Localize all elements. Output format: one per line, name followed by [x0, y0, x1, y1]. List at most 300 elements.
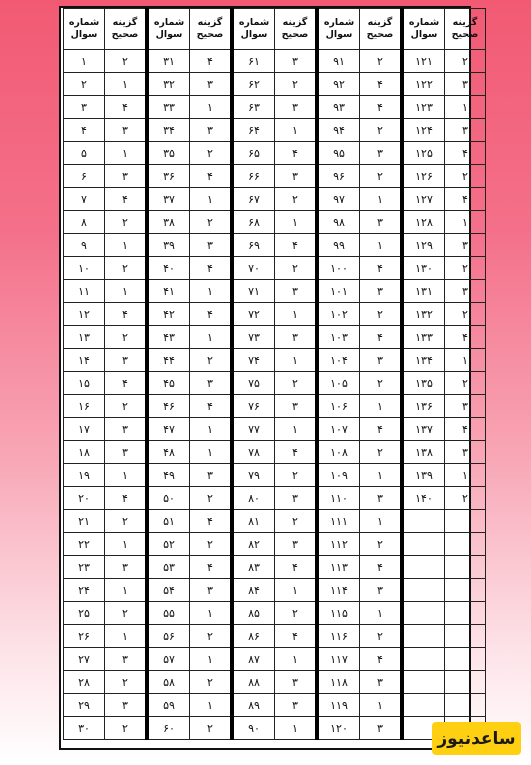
correct-option-cell: ۲ — [190, 533, 233, 556]
question-number-cell — [402, 671, 445, 694]
question-number-cell: ۱۳۳ — [402, 326, 445, 349]
question-number-cell: ۴۲ — [147, 303, 190, 326]
correct-option-cell: ۳ — [275, 96, 318, 119]
question-number-cell: ۹۹ — [317, 234, 360, 257]
correct-option-cell: ۳ — [105, 648, 148, 671]
correct-option-cell: ۴ — [190, 556, 233, 579]
question-number-cell: ۴۸ — [147, 441, 190, 464]
correct-option-cell: ۱ — [105, 464, 148, 487]
correct-option-cell: ۱ — [360, 395, 403, 418]
correct-option-cell: ۲ — [105, 717, 148, 740]
question-number-cell: ۸ — [64, 211, 105, 234]
table-row — [64, 602, 486, 625]
question-number-cell: ۶۲ — [232, 73, 275, 96]
correct-option-cell — [445, 510, 486, 533]
correct-option-cell: ۳ — [190, 372, 233, 395]
question-number-cell: ۲۰ — [64, 487, 105, 510]
correct-option-cell: ۳ — [360, 142, 403, 165]
correct-option-cell: ۱ — [445, 211, 486, 234]
question-number-cell — [402, 579, 445, 602]
table-row — [64, 464, 486, 487]
question-number-cell: ۱۳۴ — [402, 349, 445, 372]
correct-option-cell: ۲ — [445, 487, 486, 510]
correct-option-cell: ۱ — [445, 464, 486, 487]
question-number-cell: ۲۷ — [64, 648, 105, 671]
table-row — [64, 119, 486, 142]
correct-option-cell: ۳ — [190, 579, 233, 602]
question-number-cell: ۴۴ — [147, 349, 190, 372]
question-number-cell: ۶۳ — [232, 96, 275, 119]
header-question-number: شماره سوال — [232, 9, 275, 50]
correct-option-cell: ۳ — [360, 349, 403, 372]
question-number-cell: ۸۶ — [232, 625, 275, 648]
question-number-cell: ۲۹ — [64, 694, 105, 717]
correct-option-cell: ۳ — [360, 717, 403, 740]
correct-option-cell: ۴ — [190, 395, 233, 418]
correct-option-cell: ۱ — [105, 234, 148, 257]
correct-option-cell: ۳ — [445, 441, 486, 464]
correct-option-cell: ۲ — [360, 119, 403, 142]
question-number-cell: ۱۲۶ — [402, 165, 445, 188]
question-number-cell — [402, 556, 445, 579]
correct-option-cell: ۲ — [275, 73, 318, 96]
correct-option-cell: ۳ — [275, 671, 318, 694]
table-row — [64, 73, 486, 96]
correct-option-cell: ۱ — [190, 648, 233, 671]
question-number-cell: ۴۹ — [147, 464, 190, 487]
question-number-cell: ۲۴ — [64, 579, 105, 602]
question-number-cell: ۱۰۲ — [317, 303, 360, 326]
question-number-cell: ۲۶ — [64, 625, 105, 648]
question-number-cell: ۲۳ — [64, 556, 105, 579]
question-number-cell: ۸۳ — [232, 556, 275, 579]
correct-option-cell: ۲ — [105, 211, 148, 234]
question-number-cell: ۱۲۸ — [402, 211, 445, 234]
question-number-cell: ۱۲۲ — [402, 73, 445, 96]
question-number-cell: ۱۳۷ — [402, 418, 445, 441]
question-number-cell: ۴۶ — [147, 395, 190, 418]
question-number-cell: ۱۲۱ — [402, 50, 445, 73]
correct-option-cell: ۳ — [105, 556, 148, 579]
table-row — [64, 349, 486, 372]
question-number-cell: ۴۵ — [147, 372, 190, 395]
table-row — [64, 372, 486, 395]
correct-option-cell: ۲ — [105, 257, 148, 280]
question-number-cell: ۱۲۹ — [402, 234, 445, 257]
correct-option-cell: ۴ — [360, 418, 403, 441]
question-number-cell: ۹۷ — [317, 188, 360, 211]
table-row — [64, 211, 486, 234]
question-number-cell: ۱۲۵ — [402, 142, 445, 165]
correct-option-cell: ۱ — [190, 418, 233, 441]
question-number-cell: ۱۲ — [64, 303, 105, 326]
correct-option-cell: ۲ — [105, 671, 148, 694]
question-number-cell: ۵ — [64, 142, 105, 165]
question-number-cell: ۵۲ — [147, 533, 190, 556]
correct-option-cell: ۳ — [190, 234, 233, 257]
correct-option-cell: ۴ — [275, 142, 318, 165]
header-question-number: شماره سوال — [317, 9, 360, 50]
header-correct-option: گزینه صحیح — [445, 9, 486, 50]
correct-option-cell: ۱ — [360, 464, 403, 487]
question-number-cell — [402, 533, 445, 556]
correct-option-cell: ۴ — [190, 303, 233, 326]
header-correct-option: گزینه صحیح — [360, 9, 403, 50]
question-number-cell: ۷۸ — [232, 441, 275, 464]
correct-option-cell: ۲ — [190, 349, 233, 372]
correct-option-cell: ۳ — [105, 694, 148, 717]
correct-option-cell: ۳ — [190, 119, 233, 142]
header-row — [64, 9, 486, 50]
table-row — [64, 671, 486, 694]
correct-option-cell: ۱ — [445, 96, 486, 119]
header-question-number: شماره سوال — [147, 9, 190, 50]
question-number-cell: ۶۵ — [232, 142, 275, 165]
correct-option-cell: ۱ — [105, 142, 148, 165]
correct-option-cell: ۱ — [275, 303, 318, 326]
question-number-cell: ۸۹ — [232, 694, 275, 717]
correct-option-cell: ۳ — [275, 533, 318, 556]
correct-option-cell: ۲ — [105, 50, 148, 73]
correct-option-cell: ۱ — [105, 625, 148, 648]
header-correct-option: گزینه صحیح — [190, 9, 233, 50]
question-number-cell: ۱۰۸ — [317, 441, 360, 464]
correct-option-cell: ۱ — [190, 694, 233, 717]
table-row — [64, 510, 486, 533]
correct-option-cell: ۴ — [275, 441, 318, 464]
question-number-cell: ۱۳ — [64, 326, 105, 349]
question-number-cell: ۱۱۲ — [317, 533, 360, 556]
correct-option-cell: ۳ — [360, 280, 403, 303]
question-number-cell: ۹۶ — [317, 165, 360, 188]
question-number-cell: ۳ — [64, 96, 105, 119]
question-number-cell: ۱۲۳ — [402, 96, 445, 119]
correct-option-cell: ۲ — [445, 257, 486, 280]
table-row — [64, 326, 486, 349]
correct-option-cell: ۲ — [190, 717, 233, 740]
question-number-cell: ۷۳ — [232, 326, 275, 349]
question-number-cell: ۶ — [64, 165, 105, 188]
correct-option-cell: ۱ — [360, 188, 403, 211]
correct-option-cell: ۳ — [445, 234, 486, 257]
question-number-cell — [402, 510, 445, 533]
question-number-cell: ۳۳ — [147, 96, 190, 119]
correct-option-cell: ۱ — [275, 418, 318, 441]
correct-option-cell: ۲ — [190, 211, 233, 234]
correct-option-cell: ۳ — [105, 418, 148, 441]
table-row — [64, 487, 486, 510]
table-row — [64, 418, 486, 441]
correct-option-cell: ۴ — [190, 510, 233, 533]
question-number-cell: ۴۷ — [147, 418, 190, 441]
correct-option-cell: ۴ — [445, 142, 486, 165]
question-number-cell: ۱۹ — [64, 464, 105, 487]
correct-option-cell: ۴ — [105, 372, 148, 395]
question-number-cell: ۸۲ — [232, 533, 275, 556]
correct-option-cell — [445, 671, 486, 694]
question-number-cell: ۱۳۸ — [402, 441, 445, 464]
question-number-cell: ۱۱۶ — [317, 625, 360, 648]
question-number-cell: ۱۱۹ — [317, 694, 360, 717]
question-number-cell: ۵۳ — [147, 556, 190, 579]
table-row — [64, 50, 486, 73]
question-number-cell: ۱۰۵ — [317, 372, 360, 395]
correct-option-cell: ۳ — [275, 165, 318, 188]
question-number-cell: ۱۱۸ — [317, 671, 360, 694]
correct-option-cell: ۴ — [360, 257, 403, 280]
correct-option-cell: ۲ — [275, 257, 318, 280]
question-number-cell: ۲۱ — [64, 510, 105, 533]
correct-option-cell: ۳ — [190, 73, 233, 96]
question-number-cell: ۶۷ — [232, 188, 275, 211]
correct-option-cell: ۱ — [190, 96, 233, 119]
question-number-cell: ۷۱ — [232, 280, 275, 303]
question-number-cell: ۲۸ — [64, 671, 105, 694]
correct-option-cell: ۴ — [445, 188, 486, 211]
correct-option-cell: ۳ — [445, 280, 486, 303]
correct-option-cell: ۳ — [445, 119, 486, 142]
correct-option-cell: ۱ — [360, 510, 403, 533]
question-number-cell: ۶۴ — [232, 119, 275, 142]
correct-option-cell: ۳ — [360, 487, 403, 510]
correct-option-cell: ۳ — [105, 119, 148, 142]
correct-option-cell: ۱ — [360, 602, 403, 625]
table-row — [64, 694, 486, 717]
question-number-cell: ۱۱۴ — [317, 579, 360, 602]
correct-option-cell: ۲ — [360, 625, 403, 648]
question-number-cell: ۶۹ — [232, 234, 275, 257]
question-number-cell: ۵۶ — [147, 625, 190, 648]
table-row — [64, 188, 486, 211]
correct-option-cell: ۳ — [105, 349, 148, 372]
correct-option-cell: ۱ — [275, 579, 318, 602]
question-number-cell: ۱۰ — [64, 257, 105, 280]
question-number-cell: ۹۱ — [317, 50, 360, 73]
question-number-cell: ۶۱ — [232, 50, 275, 73]
correct-option-cell: ۱ — [105, 73, 148, 96]
correct-option-cell: ۲ — [275, 372, 318, 395]
header-question-number: شماره سوال — [402, 9, 445, 50]
question-number-cell: ۳۲ — [147, 73, 190, 96]
answer-key-table — [63, 8, 486, 740]
table-row — [64, 625, 486, 648]
question-number-cell: ۱۳۹ — [402, 464, 445, 487]
correct-option-cell: ۳ — [360, 211, 403, 234]
question-number-cell — [402, 648, 445, 671]
correct-option-cell: ۱ — [105, 280, 148, 303]
question-number-cell: ۱۳۵ — [402, 372, 445, 395]
question-number-cell: ۷۰ — [232, 257, 275, 280]
question-number-cell: ۹۵ — [317, 142, 360, 165]
question-number-cell: ۸۷ — [232, 648, 275, 671]
table-row — [64, 96, 486, 119]
correct-option-cell: ۱ — [445, 349, 486, 372]
correct-option-cell: ۳ — [360, 671, 403, 694]
question-number-cell: ۸۵ — [232, 602, 275, 625]
correct-option-cell — [445, 625, 486, 648]
question-number-cell: ۱۷ — [64, 418, 105, 441]
correct-option-cell: ۲ — [445, 50, 486, 73]
question-number-cell: ۴ — [64, 119, 105, 142]
correct-option-cell: ۲ — [105, 395, 148, 418]
table-row — [64, 717, 486, 740]
correct-option-cell: ۲ — [360, 533, 403, 556]
correct-option-cell: ۱ — [360, 234, 403, 257]
question-number-cell: ۱۳۲ — [402, 303, 445, 326]
question-number-cell: ۴۰ — [147, 257, 190, 280]
correct-option-cell: ۴ — [360, 73, 403, 96]
question-number-cell: ۳۵ — [147, 142, 190, 165]
table-row — [64, 165, 486, 188]
table-row — [64, 556, 486, 579]
question-number-cell: ۱۰۷ — [317, 418, 360, 441]
question-number-cell: ۱۸ — [64, 441, 105, 464]
question-number-cell: ۹۲ — [317, 73, 360, 96]
correct-option-cell: ۱ — [190, 188, 233, 211]
table-row — [64, 280, 486, 303]
question-number-cell: ۸۱ — [232, 510, 275, 533]
correct-option-cell: ۴ — [445, 326, 486, 349]
question-number-cell: ۱۰۱ — [317, 280, 360, 303]
correct-option-cell: ۳ — [190, 464, 233, 487]
question-number-cell: ۱۰۶ — [317, 395, 360, 418]
question-number-cell: ۱۶ — [64, 395, 105, 418]
question-number-cell: ۷۶ — [232, 395, 275, 418]
correct-option-cell: ۱ — [275, 119, 318, 142]
correct-option-cell — [445, 579, 486, 602]
correct-option-cell: ۴ — [190, 257, 233, 280]
correct-option-cell — [445, 694, 486, 717]
question-number-cell: ۷۲ — [232, 303, 275, 326]
correct-option-cell: ۴ — [190, 165, 233, 188]
correct-option-cell: ۱ — [190, 602, 233, 625]
question-number-cell: ۴۳ — [147, 326, 190, 349]
correct-option-cell: ۲ — [445, 165, 486, 188]
correct-option-cell: ۲ — [445, 303, 486, 326]
correct-option-cell: ۲ — [360, 50, 403, 73]
correct-option-cell: ۱ — [105, 533, 148, 556]
correct-option-cell: ۱ — [105, 579, 148, 602]
table-row — [64, 257, 486, 280]
table-row — [64, 441, 486, 464]
correct-option-cell: ۱ — [275, 349, 318, 372]
question-number-cell: ۸۴ — [232, 579, 275, 602]
question-number-cell: ۵۵ — [147, 602, 190, 625]
question-number-cell: ۶۶ — [232, 165, 275, 188]
question-number-cell: ۳۰ — [64, 717, 105, 740]
question-number-cell: ۷۹ — [232, 464, 275, 487]
correct-option-cell: ۱ — [190, 326, 233, 349]
question-number-cell: ۵۱ — [147, 510, 190, 533]
correct-option-cell: ۲ — [190, 625, 233, 648]
correct-option-cell: ۲ — [190, 142, 233, 165]
correct-option-cell: ۳ — [445, 73, 486, 96]
question-number-cell: ۱۴۰ — [402, 487, 445, 510]
question-number-cell: ۱ — [64, 50, 105, 73]
question-number-cell: ۲۵ — [64, 602, 105, 625]
correct-option-cell: ۴ — [275, 234, 318, 257]
question-number-cell: ۹۸ — [317, 211, 360, 234]
table-row — [64, 142, 486, 165]
question-number-cell: ۱۰۹ — [317, 464, 360, 487]
question-number-cell: ۱۳۰ — [402, 257, 445, 280]
correct-option-cell: ۴ — [360, 556, 403, 579]
correct-option-cell: ۱ — [275, 211, 318, 234]
correct-option-cell: ۲ — [105, 510, 148, 533]
question-number-cell: ۱۱۵ — [317, 602, 360, 625]
correct-option-cell: ۱ — [275, 717, 318, 740]
correct-option-cell: ۳ — [445, 395, 486, 418]
question-number-cell: ۶۰ — [147, 717, 190, 740]
correct-option-cell: ۱ — [190, 280, 233, 303]
correct-option-cell: ۲ — [360, 303, 403, 326]
question-number-cell: ۲ — [64, 73, 105, 96]
question-number-cell: ۵۰ — [147, 487, 190, 510]
question-number-cell: ۱۲۷ — [402, 188, 445, 211]
correct-option-cell — [445, 533, 486, 556]
correct-option-cell: ۳ — [275, 280, 318, 303]
correct-option-cell: ۲ — [105, 602, 148, 625]
correct-option-cell — [445, 648, 486, 671]
question-number-cell: ۹ — [64, 234, 105, 257]
saednews-logo: ساعدنیوز — [432, 722, 521, 755]
correct-option-cell: ۳ — [105, 165, 148, 188]
correct-option-cell: ۳ — [275, 487, 318, 510]
table-row — [64, 579, 486, 602]
correct-option-cell: ۳ — [275, 395, 318, 418]
question-number-cell: ۱۱ — [64, 280, 105, 303]
question-number-cell: ۸۸ — [232, 671, 275, 694]
question-number-cell — [402, 602, 445, 625]
correct-option-cell — [445, 556, 486, 579]
correct-option-cell: ۲ — [360, 165, 403, 188]
correct-option-cell: ۲ — [190, 487, 233, 510]
question-number-cell: ۳۷ — [147, 188, 190, 211]
question-number-cell: ۱۲۴ — [402, 119, 445, 142]
header-correct-option: گزینه صحیح — [275, 9, 318, 50]
question-number-cell: ۵۹ — [147, 694, 190, 717]
correct-option-cell: ۲ — [445, 372, 486, 395]
correct-option-cell: ۴ — [275, 625, 318, 648]
question-number-cell: ۷۵ — [232, 372, 275, 395]
question-number-cell — [402, 625, 445, 648]
correct-option-cell: ۲ — [275, 510, 318, 533]
correct-option-cell: ۱ — [275, 648, 318, 671]
question-number-cell: ۴۱ — [147, 280, 190, 303]
question-number-cell: ۱۳۶ — [402, 395, 445, 418]
question-number-cell: ۳۸ — [147, 211, 190, 234]
correct-option-cell: ۲ — [190, 671, 233, 694]
question-number-cell: ۷ — [64, 188, 105, 211]
question-number-cell: ۵۴ — [147, 579, 190, 602]
table-row — [64, 303, 486, 326]
correct-option-cell: ۲ — [275, 188, 318, 211]
question-number-cell: ۹۰ — [232, 717, 275, 740]
correct-option-cell: ۴ — [360, 648, 403, 671]
question-number-cell: ۱۰۴ — [317, 349, 360, 372]
question-number-cell: ۱۰۰ — [317, 257, 360, 280]
correct-option-cell: ۳ — [360, 579, 403, 602]
question-number-cell: ۹۳ — [317, 96, 360, 119]
question-number-cell: ۵۷ — [147, 648, 190, 671]
correct-option-cell: ۳ — [275, 326, 318, 349]
question-number-cell: ۲۲ — [64, 533, 105, 556]
correct-option-cell: ۴ — [190, 50, 233, 73]
question-number-cell: ۷۴ — [232, 349, 275, 372]
table-row — [64, 533, 486, 556]
table-row — [64, 648, 486, 671]
question-number-cell: ۱۴ — [64, 349, 105, 372]
